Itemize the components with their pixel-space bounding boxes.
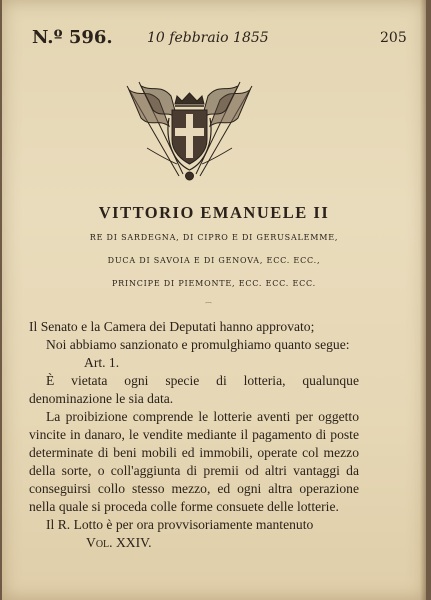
document-number: N.º 596.	[32, 27, 113, 48]
divider-mark: ⌒	[205, 302, 212, 310]
title-line-3: PRINCIPE DI PIEMONTE, ECC. ECC. ECC.	[111, 279, 317, 288]
savoy-coat-of-arms-icon	[117, 78, 262, 193]
article-heading: Art. 1.	[84, 355, 120, 370]
article-paragraph-2: La proibizione comprende le lotterie aventi per oggetto vincite in danaro, le vendite mediante il pagamento di poste determinate di beni mobili ed immobili, operate col mezzo della sorte, o coll'aggiunta di premii od altri vantaggi da conseguirsi collo stesso mezzo, ed ogni altra operazione nella quale si proceda colle forme consuete delle lotterie.	[29, 409, 359, 514]
volume-mark: Vol. XXIV.	[86, 535, 152, 550]
article-paragraph-1: È vietata ogni specie di lotteria, qualunque denominazione le sia data.	[29, 373, 359, 406]
enactment-line: Il Senato e la Camera dei Deputati hanno approvato;	[29, 319, 315, 334]
document-body	[29, 318, 359, 552]
page-number: 205	[380, 30, 407, 46]
document-page	[2, 0, 426, 600]
title-line-1: RE DI SARDEGNA, DI CIPRO E DI GERUSALEMME,	[89, 233, 339, 242]
article-paragraph-3: Il R. Lotto è per ora provvisoriamente mantenuto	[46, 517, 314, 532]
document-date: 10 febbraio 1855	[147, 30, 269, 46]
promulgation-line: Noi abbiamo sanzionato e promulghiamo quanto segue:	[46, 337, 350, 352]
king-name: VITTORIO EMANUELE II	[98, 203, 330, 222]
title-line-2: DUCA DI SAVOIA E DI GENOVA, ECC. ECC.,	[107, 256, 321, 265]
